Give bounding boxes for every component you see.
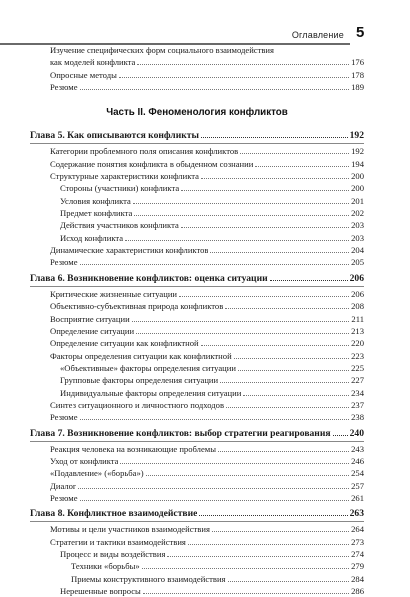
chapter-rule	[30, 441, 364, 442]
entry-page: 220	[351, 338, 364, 349]
entry-label: Резюме	[50, 82, 78, 93]
dot-leader	[218, 451, 349, 452]
entry-page: 192	[349, 130, 364, 142]
entry-page: 286	[351, 586, 364, 597]
toc-entry	[30, 300, 364, 312]
entry-label: Структурные характеристики конфликта	[50, 171, 199, 182]
toc-entry	[30, 411, 364, 423]
dot-leader	[142, 568, 349, 569]
entry-page: 202	[351, 208, 364, 219]
entry-label: Глава 8. Конфликтное взаимодействие	[30, 508, 198, 520]
entry-label: Глава 7. Возникновение конфликтов: выбор стратегии реагирования	[30, 427, 331, 439]
toc-subentry	[30, 195, 364, 207]
toc-entry	[30, 467, 364, 479]
entry-page: 234	[351, 387, 364, 398]
entry-label: Техники «борьбы»	[71, 561, 140, 572]
toc-entry	[30, 350, 364, 362]
entry-page: 264	[351, 524, 364, 535]
entry-label: Категории проблемного поля описания конфликтов	[50, 146, 239, 157]
entry-page: 273	[351, 536, 364, 547]
entry-label: Опросные методы	[50, 69, 117, 80]
entry-page: 206	[349, 272, 364, 284]
dot-leader	[220, 382, 349, 383]
toc-entry	[30, 288, 364, 300]
entry-label: Реакция человека на возникающие проблемы	[50, 443, 216, 454]
toc-entry	[30, 325, 364, 337]
entry-page: 203	[351, 220, 364, 231]
entry-page: 213	[351, 325, 364, 336]
entry-label: Синтез ситуационного и личностного подходов	[50, 399, 225, 410]
toc-entry	[30, 158, 364, 170]
entry-page: 203	[351, 232, 364, 243]
chapter-rule	[30, 521, 364, 522]
entry-page: 204	[351, 245, 364, 256]
dot-leader	[243, 395, 349, 396]
dot-leader	[132, 321, 350, 322]
toc-subentry	[30, 219, 364, 231]
dot-leader	[119, 77, 349, 78]
toc-entry	[30, 492, 364, 504]
toc-subentry	[30, 573, 364, 585]
entry-label: Процесс и виды воздействия	[60, 549, 166, 559]
dot-leader	[80, 500, 350, 501]
toc-entry	[30, 523, 364, 535]
dot-leader	[181, 227, 349, 228]
entry-page: 176	[351, 57, 364, 68]
entry-page: 225	[351, 362, 364, 373]
toc-subentry	[30, 362, 364, 374]
entry-label: Стратегии и тактики взаимодействия	[50, 536, 186, 547]
entry-page: 227	[351, 375, 364, 386]
toc-entry	[30, 244, 364, 256]
dot-leader	[133, 203, 349, 204]
entry-label: Глава 6. Возникновение конфликтов: оценка ситуации	[30, 272, 268, 284]
toc-entry	[30, 337, 364, 349]
toc-entry	[30, 399, 364, 411]
toc-subentry	[30, 374, 364, 386]
running-title: Оглавление	[291, 30, 344, 40]
chapter-heading	[30, 129, 364, 142]
entry-label: Стороны (участники) конфликта	[60, 183, 180, 194]
toc-subentry	[30, 548, 364, 560]
toc-entry	[30, 81, 364, 93]
entry-page: 200	[351, 183, 364, 194]
entry-page: 200	[351, 171, 364, 182]
entry-page: 223	[351, 350, 364, 361]
entry-label: Глава 5. Как описываются конфликты	[30, 130, 199, 142]
chapter-heading	[30, 507, 364, 520]
dot-leader	[201, 345, 349, 346]
chapter-rule	[30, 286, 364, 287]
entry-page: 261	[351, 492, 364, 503]
entry-label: Действия участников конфликта	[60, 220, 179, 231]
entry-page: 238	[351, 412, 364, 423]
dot-leader	[270, 280, 348, 281]
chapter-heading	[30, 427, 364, 440]
entry-label: Факторы определения ситуации как конфликтной	[50, 350, 232, 361]
dot-leader	[226, 407, 349, 408]
entry-label: Нерешенные вопросы	[60, 586, 141, 597]
page-number: 5	[356, 24, 365, 41]
entry-label: Объективно-субъективная природа конфликтов	[50, 301, 224, 312]
dot-leader	[225, 308, 349, 309]
entry-label: Диалог	[50, 480, 77, 491]
entry-label: «Подавление» («борьба»)	[50, 468, 144, 479]
toc-entry	[30, 536, 364, 548]
toc-entry	[30, 170, 364, 182]
toc-subentry	[30, 560, 364, 572]
dot-leader	[228, 581, 350, 582]
entry-label: Исход конфликта	[60, 232, 124, 243]
entry-page: 240	[349, 427, 364, 439]
dot-leader	[240, 153, 349, 154]
dot-leader	[188, 544, 349, 545]
page-header	[0, 0, 410, 44]
dot-leader	[136, 333, 349, 334]
dot-leader	[201, 178, 349, 179]
dot-leader	[78, 488, 349, 489]
entry-label: Резюме	[50, 492, 78, 503]
entry-label: Резюме	[50, 412, 78, 423]
toc-entry	[30, 443, 364, 455]
dot-leader	[179, 296, 349, 297]
dot-leader	[146, 475, 349, 476]
dot-leader	[181, 190, 349, 191]
toc-entry	[30, 455, 364, 467]
entry-label: Групповые факторы определения ситуации	[60, 375, 219, 386]
entry-label: как моделей конфликта	[50, 57, 136, 68]
entry-label: Мотивы и цели участников взаимодействия	[50, 524, 210, 535]
dot-leader	[80, 264, 350, 265]
entry-page: 284	[351, 573, 364, 584]
entry-label: Условия конфликта	[60, 195, 131, 206]
toc-entry	[30, 56, 364, 68]
entry-page: 237	[351, 399, 364, 410]
entry-page: 279	[351, 561, 364, 572]
entry-page: 194	[351, 158, 364, 169]
dot-leader	[143, 593, 349, 594]
entry-page: 263	[349, 508, 364, 520]
dot-leader	[80, 419, 350, 420]
entry-page: 178	[351, 69, 364, 80]
entry-page: 208	[351, 301, 364, 312]
dot-leader	[137, 64, 349, 65]
toc-entry	[30, 145, 364, 157]
entry-label: Определение ситуации	[50, 325, 135, 336]
entry-page: 189	[351, 82, 364, 93]
entry-label: Уход от конфликта	[50, 455, 119, 466]
entry-label: «Объективные» факторы определения ситуации	[60, 362, 236, 373]
entry-label: Определение ситуации как конфликтной	[50, 338, 199, 349]
entry-page: 201	[351, 195, 364, 206]
entry-label: Восприятие ситуации	[50, 313, 130, 324]
toc-entry	[30, 313, 364, 325]
entry-label: Критические жизненные ситуации	[50, 288, 178, 299]
chapter-rule	[30, 143, 364, 144]
dot-leader	[199, 515, 347, 516]
dot-leader	[255, 166, 349, 167]
entry-label: Содержание понятия конфликта в обыденном сознании	[50, 158, 254, 169]
entry-page: 211	[351, 313, 364, 324]
entry-label: Резюме	[50, 257, 78, 268]
entry-page: 243	[351, 443, 364, 454]
entry-page: 192	[351, 146, 364, 157]
dot-leader	[234, 358, 349, 359]
entry-label: Предмет конфликта	[60, 208, 133, 219]
entry-page: 254	[351, 468, 364, 479]
dot-leader	[134, 215, 349, 216]
dot-leader	[238, 370, 349, 371]
entry-label: Динамические характеристики конфликтов	[50, 245, 209, 256]
entry-page: 257	[351, 480, 364, 491]
toc-entry	[30, 256, 364, 268]
toc-entry	[30, 480, 364, 492]
toc-subentry	[30, 585, 364, 597]
table-of-contents	[30, 44, 364, 597]
toc-subentry	[30, 387, 364, 399]
toc-subentry	[30, 207, 364, 219]
dot-leader	[212, 531, 349, 532]
toc-subentry	[30, 232, 364, 244]
toc-subentry	[30, 182, 364, 194]
entry-page: 206	[351, 288, 364, 299]
part-heading: Часть II. Феноменология конфликтов	[106, 107, 288, 119]
dot-leader	[333, 435, 348, 436]
entry-page: 246	[351, 455, 364, 466]
dot-leader	[167, 556, 349, 557]
entry-page: 274	[351, 549, 364, 559]
dot-leader	[120, 463, 349, 464]
entry-label: Индивидуальные факторы определения ситуации	[60, 387, 242, 398]
toc-line-continuation: Изучение специфических форм социального взаимодействия	[50, 45, 274, 55]
dot-leader	[201, 137, 348, 138]
entry-label: Приемы конструктивного взаимодействия	[71, 573, 226, 584]
dot-leader	[80, 89, 350, 90]
toc-entry	[30, 69, 364, 81]
dot-leader	[210, 252, 349, 253]
dot-leader	[125, 240, 349, 241]
chapter-heading	[30, 272, 364, 285]
entry-page: 205	[351, 257, 364, 268]
